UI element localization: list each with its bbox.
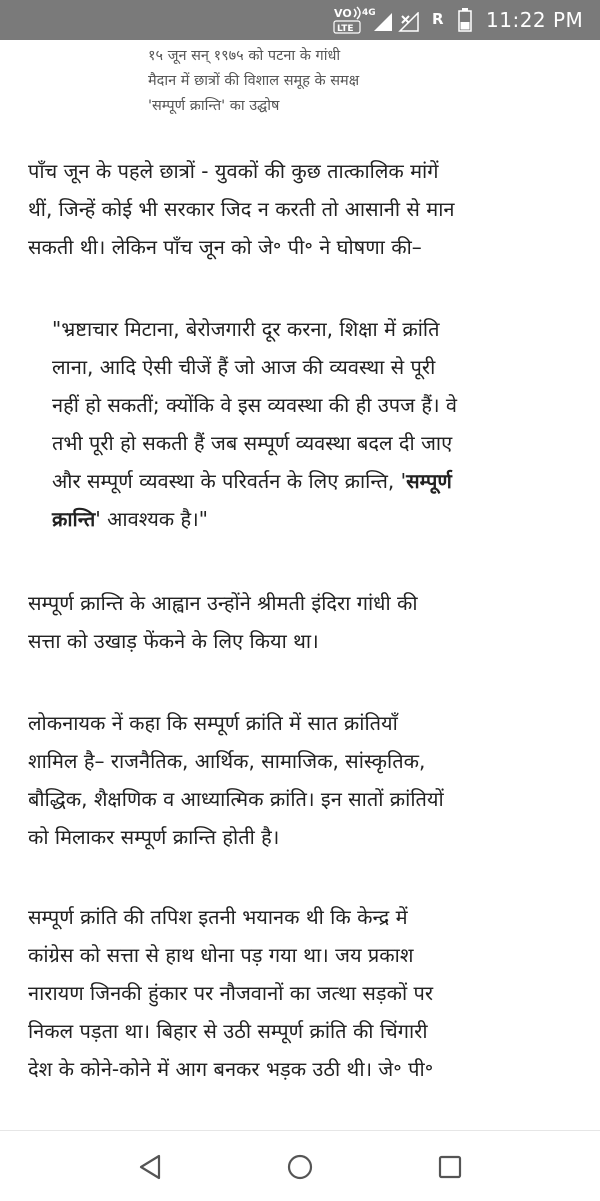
caption-line: मैदान में छात्रों की विशाल समूह के समक्ष bbox=[148, 73, 360, 89]
bold-term: सम्पूर्ण bbox=[406, 469, 452, 493]
signal-no-data-icon bbox=[398, 12, 420, 32]
battery-icon bbox=[458, 8, 472, 32]
caption-line: १५ जून सन् १९७५ को पटना के गांधी bbox=[148, 48, 341, 64]
article-content[interactable] bbox=[0, 40, 600, 1130]
text-line: थीं, जिन्हें कोई भी सरकार जिद न करती तो आसानी से मान bbox=[28, 197, 455, 221]
image-caption bbox=[148, 44, 568, 119]
paragraph-2 bbox=[28, 584, 588, 660]
text-line: सम्पूर्ण क्रांति की तपिश इतनी भयानक थी कि केन्द्र में bbox=[28, 905, 408, 929]
volte-icon bbox=[332, 5, 366, 35]
text-line bbox=[52, 500, 592, 538]
network-type-label: 4G bbox=[362, 8, 376, 18]
caption-line: 'सम्पूर्ण क्रान्ति' का उद्घोष bbox=[148, 98, 280, 114]
text-line: "भ्रष्टाचार मिटाना, बेरोजगारी दूर करना, शिक्षा में क्रांति bbox=[52, 317, 440, 341]
clock: 11:22 PM bbox=[486, 8, 584, 32]
text-line: नारायण जिनकी हुंकार पर नौजवानों का जत्था सड़कों पर bbox=[28, 981, 434, 1005]
paragraph-3 bbox=[28, 704, 588, 856]
text-line: पाँच जून के पहले छात्रों - युवकों की कुछ तात्कालिक मांगें bbox=[28, 159, 439, 183]
roaming-indicator: R bbox=[432, 10, 444, 28]
text-line: लोकनायक नें कहा कि सम्पूर्ण क्रांति में सात क्रांतियाँ bbox=[28, 711, 398, 735]
svg-text:VO: VO bbox=[334, 7, 352, 20]
blockquote bbox=[52, 310, 592, 538]
home-icon[interactable] bbox=[280, 1147, 320, 1187]
navigation-bar bbox=[0, 1130, 600, 1201]
text-line: सम्पूर्ण क्रान्ति के आह्वान उन्होंने श्रीमती इंदिरा गांधी की bbox=[28, 591, 418, 615]
text-line: तभी पूरी हो सकती हैं जब सम्पूर्ण व्यवस्था बदल दी जाए bbox=[52, 431, 453, 455]
text-line: को मिलाकर सम्पूर्ण क्रान्ति होती है। bbox=[28, 825, 280, 849]
text-line: कांग्रेस को सत्ता से हाथ धोना पड़ गया था। जय प्रकाश bbox=[28, 943, 414, 967]
back-icon[interactable] bbox=[130, 1147, 170, 1187]
paragraph-4 bbox=[28, 898, 588, 1088]
text-line: सकती थी। लेकिन पाँच जून को जे॰ पी॰ ने घोषणा की– bbox=[28, 235, 422, 259]
text-segment: और सम्पूर्ण व्यवस्था के परिवर्तन के लिए क्रान्ति, ' bbox=[52, 469, 407, 493]
text-segment: ' आवश्यक है।" bbox=[95, 507, 208, 531]
text-line: शामिल है– राजनैतिक, आर्थिक, सामाजिक, सांस्कृतिक, bbox=[28, 749, 426, 773]
text-line: नहीं हो सकतीं; क्योंकि वे इस व्यवस्था की ही उपज हैं। वे bbox=[52, 393, 458, 417]
text-line: लाना, आदि ऐसी चीजें हैं जो आज की व्यवस्था से पूरी bbox=[52, 355, 436, 379]
paragraph-1 bbox=[28, 152, 588, 266]
signal-icon bbox=[372, 12, 394, 32]
svg-text:LTE: LTE bbox=[337, 24, 354, 34]
bold-term: क्रान्ति bbox=[52, 507, 96, 531]
status-bar bbox=[0, 0, 600, 40]
text-line: बौद्धिक, शैक्षणिक व आध्यात्मिक क्रांति। इन सातों क्रांतियों bbox=[28, 787, 444, 811]
text-line bbox=[52, 462, 592, 500]
text-line: देश के कोने-कोने में आग बनकर भड़क उठी थी। जे॰ पी॰ bbox=[28, 1057, 434, 1081]
text-line: निकल पड़ता था। बिहार से उठी सम्पूर्ण क्रांति की चिंगारी bbox=[28, 1019, 428, 1043]
text-line: सत्ता को उखाड़ फेंकने के लिए किया था। bbox=[28, 629, 319, 653]
recents-icon[interactable] bbox=[430, 1147, 470, 1187]
